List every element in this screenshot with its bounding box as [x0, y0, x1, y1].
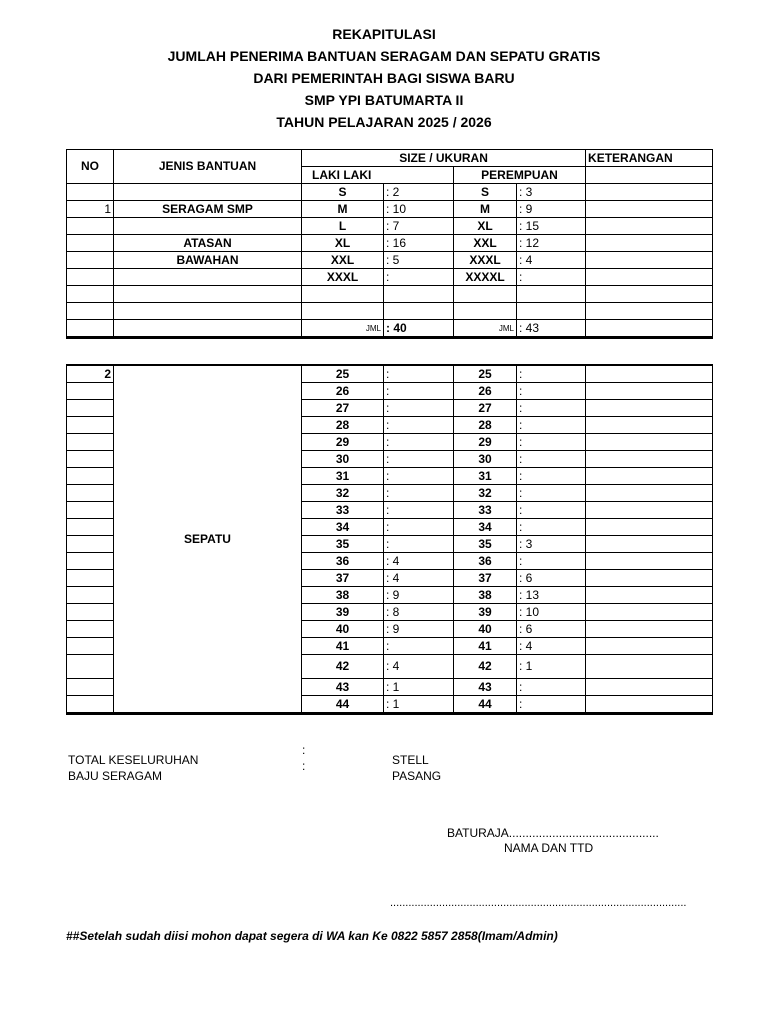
no-cell — [67, 621, 114, 638]
perempuan-size-cell — [454, 303, 517, 320]
table-row — [67, 218, 713, 235]
perempuan-size-cell: 34 — [454, 519, 517, 536]
laki-count-cell: : 9 — [384, 587, 454, 604]
no-cell — [67, 587, 114, 604]
perempuan-count-cell: : — [517, 383, 586, 400]
perempuan-size-cell: 39 — [454, 604, 517, 621]
laki-size-cell: 34 — [302, 519, 384, 536]
laki-count-cell: : — [384, 451, 454, 468]
laki-count-cell: : 9 — [384, 621, 454, 638]
perempuan-count-cell: : 1 — [517, 655, 586, 679]
header-size: SIZE / UKURAN — [302, 150, 586, 167]
perempuan-size-cell: 37 — [454, 570, 517, 587]
stell-label: STELL — [392, 753, 429, 767]
laki-count-cell: : — [384, 434, 454, 451]
jenis-cell — [114, 184, 302, 201]
table-row — [67, 269, 713, 286]
keterangan-cell — [586, 303, 713, 320]
no-cell: 2 — [67, 365, 114, 383]
perempuan-size-cell: 33 — [454, 502, 517, 519]
no-cell — [67, 570, 114, 587]
jenis-cell — [114, 286, 302, 303]
perempuan-count-cell: : — [517, 502, 586, 519]
keterangan-cell — [586, 638, 713, 655]
laki-size-cell: 28 — [302, 417, 384, 434]
no-cell — [67, 696, 114, 714]
keterangan-cell — [586, 587, 713, 604]
perempuan-size-cell: 38 — [454, 587, 517, 604]
baju-colon: : — [302, 759, 306, 773]
keterangan-cell — [586, 252, 713, 269]
table-row — [67, 252, 713, 269]
laki-count-cell: : 7 — [384, 218, 454, 235]
no-cell — [67, 451, 114, 468]
laki-size-cell: XXL — [302, 252, 384, 269]
perempuan-size-cell: 28 — [454, 417, 517, 434]
no-cell — [67, 519, 114, 536]
laki-size-cell: 38 — [302, 587, 384, 604]
no-cell — [67, 679, 114, 696]
keterangan-cell — [586, 201, 713, 218]
perempuan-count-cell: : — [517, 468, 586, 485]
perempuan-size-cell: 40 — [454, 621, 517, 638]
laki-size-cell: S — [302, 184, 384, 201]
laki-count-cell: : — [384, 417, 454, 434]
jml-value-laki: : 40 — [384, 320, 454, 338]
keterangan-cell — [586, 696, 713, 714]
perempuan-size-cell: 35 — [454, 536, 517, 553]
perempuan-size-cell: XXXXL — [454, 269, 517, 286]
no-cell — [67, 502, 114, 519]
laki-size-cell: 41 — [302, 638, 384, 655]
place-date: BATURAJA............................................. — [447, 826, 659, 840]
perempuan-size-cell: XL — [454, 218, 517, 235]
no-cell — [67, 400, 114, 417]
laki-count-cell — [384, 286, 454, 303]
perempuan-count-cell: : 6 — [517, 621, 586, 638]
header-keterangan-blank — [586, 167, 713, 184]
perempuan-count-cell: : — [517, 400, 586, 417]
laki-count-cell: : — [384, 536, 454, 553]
jml-label-laki: JML — [302, 320, 384, 338]
title-line-4: SMP YPI BATUMARTA II — [304, 92, 464, 108]
laki-size-cell: 40 — [302, 621, 384, 638]
keterangan-cell — [586, 320, 713, 338]
laki-count-cell: : 8 — [384, 604, 454, 621]
jenis-cell-sepatu: SEPATU — [114, 365, 302, 714]
jenis-cell: BAWAHAN — [114, 252, 302, 269]
keterangan-cell — [586, 502, 713, 519]
laki-count-cell: : — [384, 400, 454, 417]
no-cell — [67, 252, 114, 269]
laki-count-cell: : — [384, 519, 454, 536]
laki-count-cell: : — [384, 468, 454, 485]
keterangan-cell — [586, 286, 713, 303]
header-jenis-bantuan: JENIS BANTUAN — [114, 150, 302, 184]
title-line-5: TAHUN PELAJARAN 2025 / 2026 — [276, 114, 492, 130]
header-keterangan: KETERANGAN — [586, 150, 713, 167]
footnote: ##Setelah sudah diisi mohon dapat segera di WA kan Ke 0822 5857 2858(Imam/Admin) — [66, 929, 558, 943]
laki-count-cell: : — [384, 383, 454, 400]
perempuan-count-cell: : — [517, 417, 586, 434]
uniform-table — [66, 149, 713, 339]
laki-size-cell: 26 — [302, 383, 384, 400]
total-colon: : — [302, 743, 306, 757]
keterangan-cell — [586, 451, 713, 468]
laki-count-cell: : 2 — [384, 184, 454, 201]
perempuan-count-cell: : 12 — [517, 235, 586, 252]
laki-count-cell: : 10 — [384, 201, 454, 218]
keterangan-cell — [586, 485, 713, 502]
jml-value-perempuan: : 43 — [517, 320, 586, 338]
laki-count-cell: : 4 — [384, 570, 454, 587]
document-title — [0, 24, 768, 134]
no-cell — [67, 383, 114, 400]
laki-size-cell: 27 — [302, 400, 384, 417]
laki-size-cell: 43 — [302, 679, 384, 696]
laki-size-cell: 42 — [302, 655, 384, 679]
perempuan-count-cell: : — [517, 434, 586, 451]
keterangan-cell — [586, 417, 713, 434]
title-line-1: REKAPITULASI — [332, 26, 436, 42]
keterangan-cell — [586, 655, 713, 679]
shoe-table — [66, 364, 713, 715]
perempuan-count-cell: : 4 — [517, 252, 586, 269]
perempuan-count-cell: : — [517, 365, 586, 383]
no-cell — [67, 536, 114, 553]
no-cell — [67, 638, 114, 655]
jenis-cell — [114, 320, 302, 338]
perempuan-size-cell: 25 — [454, 365, 517, 383]
table-row — [67, 184, 713, 201]
perempuan-count-cell: : 13 — [517, 587, 586, 604]
keterangan-cell — [586, 604, 713, 621]
laki-count-cell: : 4 — [384, 553, 454, 570]
table-row — [67, 303, 713, 320]
jenis-cell: ATASAN — [114, 235, 302, 252]
laki-size-cell: 36 — [302, 553, 384, 570]
laki-count-cell: : 1 — [384, 696, 454, 714]
keterangan-cell — [586, 519, 713, 536]
perempuan-count-cell: : 3 — [517, 184, 586, 201]
no-cell — [67, 604, 114, 621]
no-cell — [67, 434, 114, 451]
no-cell — [67, 235, 114, 252]
perempuan-count-cell: : — [517, 485, 586, 502]
keterangan-cell — [586, 383, 713, 400]
laki-size-cell: 39 — [302, 604, 384, 621]
laki-size-cell: 32 — [302, 485, 384, 502]
laki-count-cell: : — [384, 269, 454, 286]
laki-size-cell: 30 — [302, 451, 384, 468]
keterangan-cell — [586, 184, 713, 201]
keterangan-cell — [586, 536, 713, 553]
perempuan-count-cell: : — [517, 451, 586, 468]
laki-size-cell — [302, 303, 384, 320]
jml-label-perempuan: JML — [454, 320, 517, 338]
keterangan-cell — [586, 553, 713, 570]
laki-size-cell — [302, 286, 384, 303]
perempuan-size-cell: 43 — [454, 679, 517, 696]
total-label: TOTAL KESELURUHAN — [68, 753, 199, 767]
perempuan-size-cell: 31 — [454, 468, 517, 485]
table-row — [67, 365, 713, 383]
laki-size-cell: 37 — [302, 570, 384, 587]
no-cell — [67, 303, 114, 320]
no-cell — [67, 417, 114, 434]
jenis-cell — [114, 218, 302, 235]
perempuan-size-cell: 42 — [454, 655, 517, 679]
perempuan-count-cell: : 15 — [517, 218, 586, 235]
perempuan-size-cell — [454, 286, 517, 303]
perempuan-size-cell: 41 — [454, 638, 517, 655]
header-laki-laki: LAKI LAKI — [302, 167, 454, 184]
no-cell: 1 — [67, 201, 114, 218]
perempuan-count-cell: : — [517, 269, 586, 286]
keterangan-cell — [586, 365, 713, 383]
jenis-cell — [114, 303, 302, 320]
table-row — [67, 286, 713, 303]
table-row — [67, 235, 713, 252]
perempuan-size-cell: 26 — [454, 383, 517, 400]
perempuan-count-cell — [517, 286, 586, 303]
no-cell — [67, 655, 114, 679]
laki-count-cell: : 16 — [384, 235, 454, 252]
table-row — [67, 201, 713, 218]
laki-count-cell: : 4 — [384, 655, 454, 679]
no-cell — [67, 468, 114, 485]
title-line-3: DARI PEMERINTAH BAGI SISWA BARU — [253, 70, 515, 86]
laki-size-cell: 35 — [302, 536, 384, 553]
signature-name-label: NAMA DAN TTD — [504, 841, 594, 855]
laki-count-cell: : — [384, 365, 454, 383]
header-no: NO — [67, 150, 114, 184]
total-row — [67, 320, 713, 338]
keterangan-cell — [586, 235, 713, 252]
laki-size-cell: XL — [302, 235, 384, 252]
no-cell — [67, 218, 114, 235]
laki-size-cell: 44 — [302, 696, 384, 714]
laki-size-cell: M — [302, 201, 384, 218]
laki-size-cell: 33 — [302, 502, 384, 519]
laki-size-cell: 29 — [302, 434, 384, 451]
no-cell — [67, 553, 114, 570]
jenis-cell — [114, 269, 302, 286]
laki-count-cell: : 5 — [384, 252, 454, 269]
laki-count-cell: : — [384, 638, 454, 655]
laki-count-cell: : 1 — [384, 679, 454, 696]
no-cell — [67, 184, 114, 201]
keterangan-cell — [586, 621, 713, 638]
perempuan-count-cell: : — [517, 696, 586, 714]
laki-size-cell: L — [302, 218, 384, 235]
no-cell — [67, 320, 114, 338]
perempuan-size-cell: 29 — [454, 434, 517, 451]
keterangan-cell — [586, 400, 713, 417]
perempuan-count-cell: : 6 — [517, 570, 586, 587]
laki-count-cell — [384, 303, 454, 320]
title-line-2: JUMLAH PENERIMA BANTUAN SERAGAM DAN SEPATU GRATIS — [167, 48, 601, 64]
keterangan-cell — [586, 434, 713, 451]
perempuan-size-cell: 27 — [454, 400, 517, 417]
laki-count-cell: : — [384, 485, 454, 502]
perempuan-size-cell: M — [454, 201, 517, 218]
signature-line: ................................................................................................. — [390, 897, 687, 909]
perempuan-count-cell: : — [517, 519, 586, 536]
perempuan-count-cell: : 3 — [517, 536, 586, 553]
perempuan-count-cell: : 9 — [517, 201, 586, 218]
baju-label: BAJU SERAGAM — [68, 769, 163, 783]
perempuan-size-cell: 36 — [454, 553, 517, 570]
laki-size-cell: 25 — [302, 365, 384, 383]
no-cell — [67, 286, 114, 303]
laki-count-cell: : — [384, 502, 454, 519]
perempuan-size-cell: XXL — [454, 235, 517, 252]
laki-size-cell: XXXL — [302, 269, 384, 286]
laki-size-cell: 31 — [302, 468, 384, 485]
keterangan-cell — [586, 218, 713, 235]
no-cell — [67, 485, 114, 502]
perempuan-count-cell — [517, 303, 586, 320]
pasang-label: PASANG — [392, 769, 442, 783]
perempuan-count-cell: : 4 — [517, 638, 586, 655]
perempuan-count-cell: : 10 — [517, 604, 586, 621]
jenis-cell: SERAGAM SMP — [114, 201, 302, 218]
no-cell — [67, 269, 114, 286]
keterangan-cell — [586, 570, 713, 587]
keterangan-cell — [586, 679, 713, 696]
keterangan-cell — [586, 468, 713, 485]
perempuan-size-cell: 30 — [454, 451, 517, 468]
perempuan-count-cell: : — [517, 679, 586, 696]
keterangan-cell — [586, 269, 713, 286]
perempuan-size-cell: 32 — [454, 485, 517, 502]
perempuan-size-cell: XXXL — [454, 252, 517, 269]
perempuan-size-cell: 44 — [454, 696, 517, 714]
perempuan-count-cell: : — [517, 553, 586, 570]
header-perempuan: PEREMPUAN — [454, 167, 586, 184]
perempuan-size-cell: S — [454, 184, 517, 201]
